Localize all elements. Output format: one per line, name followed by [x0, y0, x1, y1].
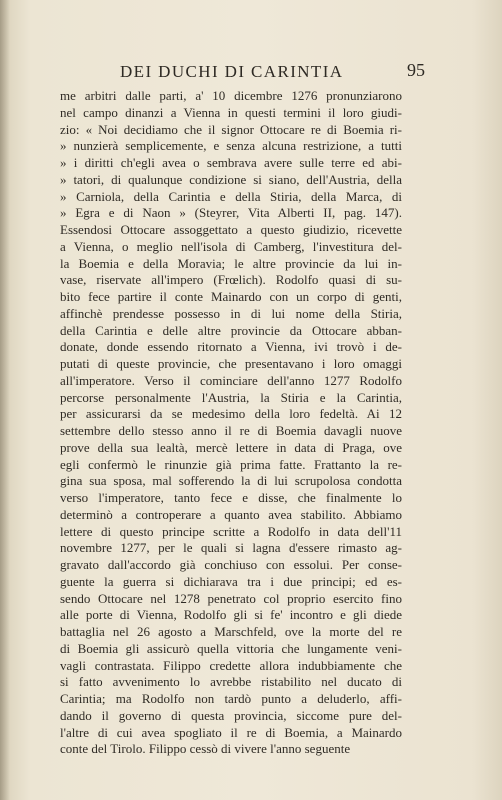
text-line: di Boemia gli assicurò quella vittoria che lungamente veni- [60, 640, 402, 656]
text-line: » nunzierà semplicemente, e senza alcuna restrizione, a tutti [60, 138, 402, 154]
text-line: zio: « Noi decidiamo che il signor Ottocare re di Boemia ri- [60, 121, 402, 137]
text-line: » Egra e di Naon » (Steyrer, Vita Alberti II, pag. 147). [60, 205, 402, 221]
text-line: a Vienna, o meglio nell'isola di Camberg, l'investitura del- [60, 238, 402, 254]
text-line: novembre 1277, per le quali si lagna d'essere rimasto ag- [60, 540, 402, 556]
text-line: all'imperatore. Verso il cominciare dell'anno 1277 Rodolfo [60, 372, 402, 388]
text-line: prove della sua lealtà, mercè lettere in data di Praga, ove [60, 439, 402, 455]
text-line: sendo Ottocare nel 1278 penetrato col proprio esercito fino [60, 590, 402, 606]
text-line: gravato dall'accordo già conchiuso con essolui. Per conse- [60, 557, 402, 572]
text-line: percorse personalmente l'Austria, la Stiria e la Carintia, [60, 389, 402, 405]
text-line: » tatori, di qualunque condizione si siano, dell'Austria, della [60, 171, 402, 187]
body-text [60, 88, 402, 758]
text-line: » i diritti ch'egli avea o sembrava avere sulle terre ed abi- [60, 155, 402, 170]
text-line: vase, riservate all'impero (Frœlich). Rodolfo quasi di su- [60, 272, 402, 288]
text-line: l'altre di cui avea spogliato il re di Boemia, a Mainardo [60, 724, 402, 740]
text-line: guente la guerra si dichiarava tra i due principi; ed es- [60, 573, 402, 589]
text-line: putati di queste provincie, che presentavano i loro omaggi [60, 356, 402, 371]
running-head-title: DEI DUCHI DI CARINTIA [120, 62, 344, 81]
text-line: me arbitri dalle parti, a' 10 dicembre 1276 pronunziarono [60, 88, 402, 103]
text-line: egli confermò le rinunzie già prima fatte. Frattanto la re- [60, 456, 402, 472]
text-line: verso l'imperatore, tanto fece e disse, che finalmente lo [60, 490, 402, 505]
text-line: bito fece partire il conte Mainardo con un corpo di genti, [60, 289, 402, 304]
text-line: Essendosi Ottocare assoggettato a questo giudizio, ricevette [60, 222, 402, 237]
text-line: conte del Tirolo. Filippo cessò di vivere l'anno seguente [60, 741, 351, 757]
text-line: gina sua sposa, mal sofferendo la di lui scrupolosa condotta [60, 473, 402, 489]
text-line: si fatto avvenimento lo avrebbe ristabilito nel ducato di [60, 674, 402, 690]
page-number: 95 [407, 60, 425, 80]
text-line: nel campo dinanzi a Vienna in questi termini il loro giudi- [60, 104, 402, 120]
text-line: battaglia nel 26 agosto a Marschfeld, ove la morte del re [60, 624, 402, 639]
text-line: lettere di questo principe scritte a Rodolfo in data dell'11 [60, 523, 402, 539]
text-line: » Carniola, della Carintia e della Stiria, della Marca, di [60, 188, 402, 204]
text-line: Carintia; ma Rodolfo non tardò punto a deluderlo, affi- [60, 691, 402, 706]
text-line: affinchè prendesse possesso in di lui nome della Stiria, [60, 305, 402, 321]
text-line: vagli contrastata. Filippo credette allora indubbiamente che [60, 657, 402, 673]
text-line: alle porte di Vienna, Rodolfo gli si fe' incontro e gli diede [60, 607, 402, 623]
text-line: per assicurarsi da se medesimo della loro fedeltà. Ai 12 [60, 406, 402, 422]
running-head [60, 60, 425, 84]
text-line: dando il governo di questa provincia, siccome pure del- [60, 707, 402, 723]
text-line: settembre dello stesso anno il re di Boemia davagli nuove [60, 423, 402, 438]
binding-gutter-shadow [0, 0, 10, 800]
text-line: donate, donde essendo ritornato a Vienna, ivi trovò i de- [60, 339, 402, 355]
text-line: la Boemia e della Moravia; le altre provincie da lui in- [60, 255, 402, 271]
text-line: determinò a controperare a quanto avea stabilito. Abbiamo [60, 506, 402, 522]
text-line: della Carintia e delle altre provincie da Ottocare abban- [60, 322, 402, 338]
